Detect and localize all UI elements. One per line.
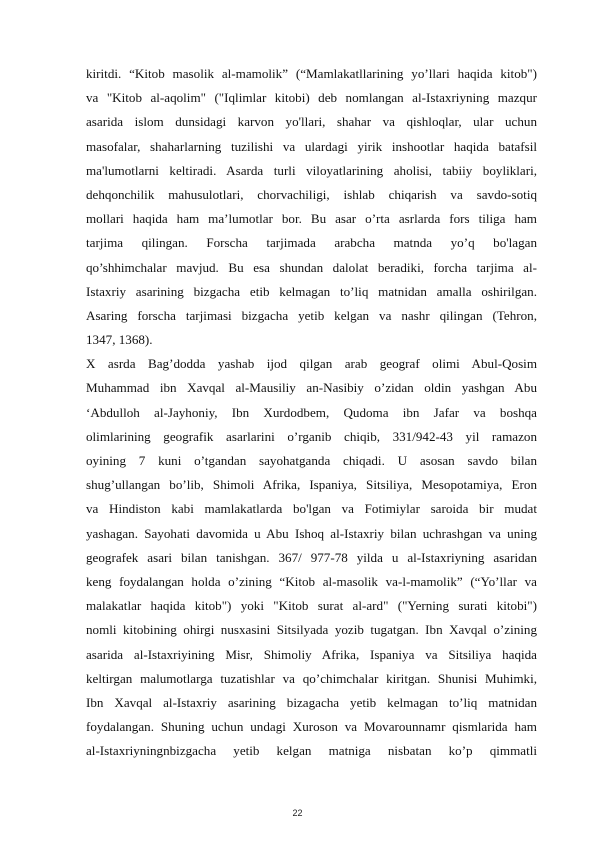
text-line: keltirgan malumotlarga tuzatishlar va qo’chimchalar kiritgan. Shunisi Muhimki,: [86, 670, 537, 686]
text-line: Ibn Xavqal al-Istaxriy asarining bizagacha yetib kelmagan to’liq matnidan: [86, 694, 537, 710]
text-line: al-Istaxriyningnbizgacha yetib kelgan matniga nisbatan ko’p qimmatli: [86, 743, 537, 759]
text-line: shug’ullangan bo’lib, Shimoli Afrika, Ispaniya, Sitsiliya, Mesopotamiya, Eron: [86, 477, 537, 493]
text-line: olimlarining geografik asarlarini o’rganib chiqib, 331/942-43 yil ramazon: [86, 428, 537, 444]
text-line: asarida al-Istaxriyining Misr, Shimoliy Afrika, Ispaniya va Sitsiliya haqida: [86, 646, 537, 662]
text-line: keng foydalangan holda o’zining “Kitob al-masolik va-l-mamolik” (“Yo’llar va: [86, 573, 537, 589]
text-line: oyining 7 kuni o’tgandan sayohatganda chiqadi. U asosan savdo bilan: [86, 453, 537, 468]
text-line: geografek asari bilan tanishgan. 367/ 977-78 yilda u al-Istaxriyning asaridan: [86, 549, 537, 565]
text-line: dehqonchilik mahusulotlari, chorvachiligi, ishlab chiqarish va savdo-sotiq: [86, 186, 537, 202]
text-line: nomli kitobining ohirgi nusxasini Sitsilyada yozib tugatgan. Ibn Xavqal o’zining: [86, 622, 537, 638]
text-line: qo’shhimchalar mavjud. Bu esa shundan dalolat beradiki, forcha tarjima al-: [86, 259, 537, 275]
text-line: asarida islom dunsidagi karvon yo'llari, shahar va qishloqlar, ular uchun: [86, 114, 537, 130]
text-line: ma'lumotlarni keltiradi. Asarda turli viloyatlarining aholisi, tabiiy boyliklari,: [86, 162, 537, 178]
text-line: foydalangan. Shuning uchun undagi Xuroson va Movarounnamr qismlarida ham: [86, 719, 537, 735]
text-line: va Hindiston kabi mamlakatlarda bo'lgan va Fotimiylar saroida bir mudat: [86, 501, 537, 517]
text-line: masofalar, shaharlarning tuzilishi va ulardagi yirik inshootlar haqida batafsil: [86, 138, 537, 154]
text-line: ‘Abdulloh al-Jayhoniy, Ibn Xurdodbem, Qudoma ibn Jafar va boshqa: [86, 404, 537, 420]
text-line: tarjima qilingan. Forscha tarjimada arabcha matnda yo’q bo'lagan: [86, 235, 537, 251]
paragraph-last-line: 1347, 1368).: [86, 332, 153, 348]
text-line: yashagan. Sayohati davomida u Abu Ishoq al-Istaxriy bilan uchrashgan va uning: [86, 525, 537, 541]
text-line: malakatlar haqida kitob") yoki "Kitob surat al-ard" ("Yerning surati kitobi"): [86, 598, 537, 614]
page-number: 22: [292, 808, 303, 818]
text-line: va "Kitob al-aqolim" ("Iqlimlar kitobi) deb nomlangan al-Istaxriyning mazqur: [86, 90, 537, 106]
text-line: Asaring forscha tarjimasi bizgacha yetib kelgan va nashr qilingan (Tehron,: [86, 307, 537, 323]
text-line: Istaxriy asarining bizgacha etib kelmagan to’liq matnidan amalla oshirilgan.: [86, 283, 537, 299]
body-text: [86, 62, 537, 763]
text-line: X asrda Bag’dodda yashab ijod qilgan arab geograf olimi Abul-Qosim: [86, 356, 537, 372]
text-line: kiritdi. “Kitob masolik al-mamolik” (“Mamlakatllarining yo’llari haqida kitob"): [86, 66, 537, 81]
text-line: mollari haqida ham ma’lumotlar bor. Bu asar o’rta asrlarda fors tiliga ham: [86, 211, 537, 227]
text-line: Muhammad ibn Xavqal al-Mausiliy an-Nasibiy o’zidan oldin yashgan Abu: [86, 380, 537, 396]
